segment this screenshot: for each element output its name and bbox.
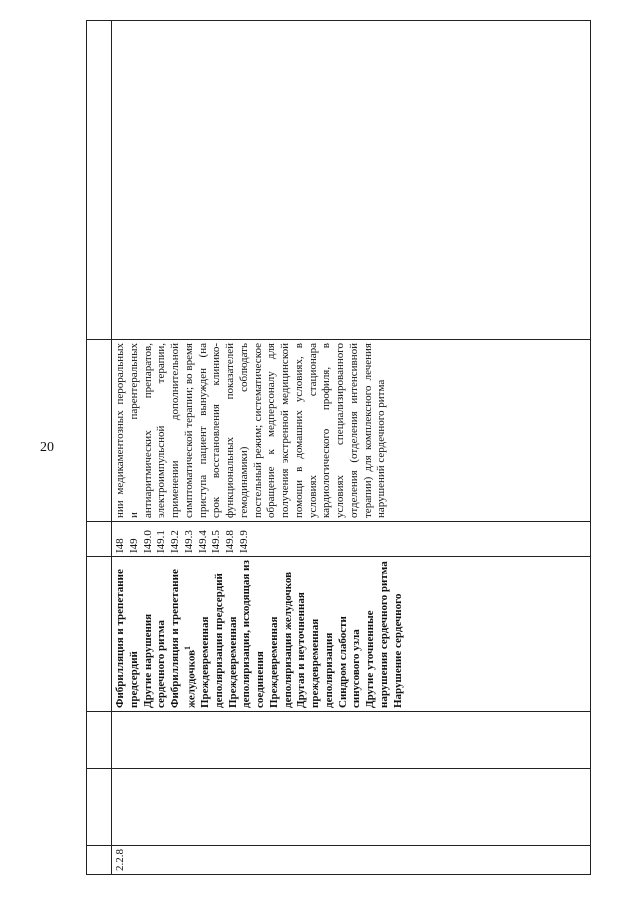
icd-codes-cell [112,522,591,557]
icd-code: I49.8 [224,530,236,553]
table-cell [112,21,591,340]
disease-name: Другие нарушения сердечного ритма [141,613,168,708]
footnote-mark: 1 [182,645,192,650]
table-cell [87,712,112,769]
disease-name: Преждевременная деполяризация, исходящая из соединения [226,560,267,708]
criteria-description: нии медикаментозных пероральных и парентеральных антиаритмических препаратов, электроимпульсной терапии, применении дополнительной симптоматической терапии; во время приступа пациент вынужден (на срок восстановления клинико-функциональных показателей гемодинамики) соблюдать постельный режим; систематическое обращение к медперсоналу для получения экстренной медицинской помощи в домашних условиях, в условиях стационара кардиологического профиля, в условиях специализированного отделения (отделения интенсивной терапии) для комплексного лечения нарушений сердечного ритма [114,343,388,518]
disease-name [169,560,199,708]
table-cell [87,522,112,557]
disease-names-cell [112,557,591,712]
page-number: 20 [40,440,54,455]
disease-name-text: Фибрилляция и трепетание желудочков [169,569,198,708]
disease-name: Нарушение сердечного [391,593,404,708]
document-table-frame [86,20,591,875]
icd-code: I48 [114,538,126,553]
icd-code: I49.5 [210,530,223,553]
criteria-table [86,20,591,875]
table-cell [112,769,591,846]
table-cell [87,557,112,712]
section-number: 2.2.8 [112,846,591,875]
table-row [112,21,591,875]
disease-name: Преждевременная деполяризация предсердий [199,573,225,708]
icd-code: I49.0 [141,530,154,553]
icd-code: I49.4 [196,530,209,553]
table-row [87,21,112,875]
icd-code: I49 [127,538,140,553]
icd-code: I49.9 [237,530,250,553]
icd-code: I49.2 [169,530,181,553]
disease-name: Другие уточненные нарушения сердечного ритма [364,561,390,708]
table-cell [87,769,112,846]
icd-code: I49.1 [155,530,168,553]
table-cell [112,712,591,769]
table-cell [87,21,112,340]
table-cell [87,340,112,522]
disease-name: Синдром слабости синусового узла [336,616,363,708]
disease-name: Преждевременная деполяризация желудочков [267,571,294,708]
disease-name: Фибрилляция и трепетание предсердий [114,569,140,708]
disease-name: Другая и неуточненная преждевременная деполяризация [295,592,335,708]
icd-code: I49.3 [182,530,195,553]
description-cell [112,340,591,522]
table-cell [87,846,112,875]
